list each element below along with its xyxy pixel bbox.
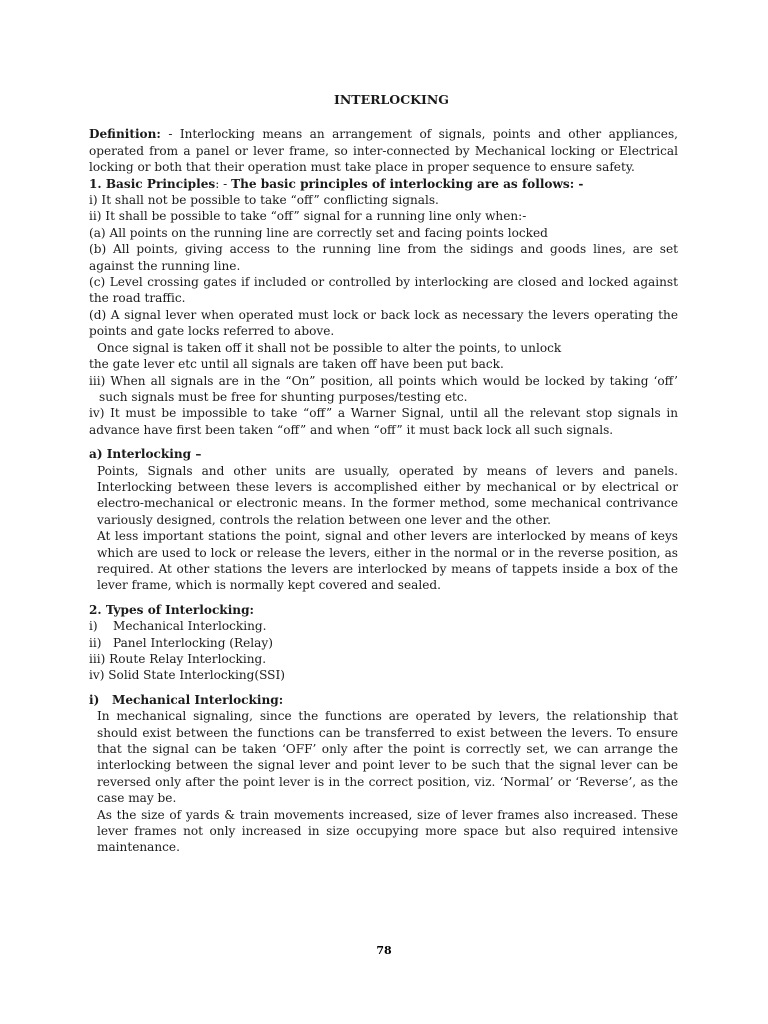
principle-item: (c) Level crossing gates if included or controlled by interlocking are closed and locked against the road traffic. (89, 275, 678, 306)
page-title: INTERLOCKING (334, 92, 449, 107)
mechanical-heading: i) Mechanical Interlocking: (89, 692, 284, 707)
principle-once-line: Once signal is taken off it shall not be possible to alter the points, to unlock (97, 340, 562, 355)
principles-heading-a: 1. Basic Principles (89, 176, 216, 191)
type-item: i) Mechanical Interlocking. (89, 619, 267, 634)
definition-label: Definition: (89, 127, 161, 142)
mechanical-paragraph: In mechanical signaling, since the functions are operated by levers, the relationship that should exist between the functions can be transferred to exist between the levers. To ensure that the signal can be taken ‘OFF’ only after the point is correctly set, we can arrange the interlocking between the signal lever and point lever to be such that the signal lever can be reversed only after the point lever is in the correct position, viz. ‘Normal’ or ‘Reverse’, as the case may be. (97, 709, 678, 806)
page-number: 78 (376, 944, 392, 957)
type-item: iv) Solid State Interlocking(SSI) (89, 668, 285, 683)
principle-item: (b) All points, giving access to the running line from the sidings and goods lines, are set against the running line. (89, 242, 678, 273)
types-heading: 2. Types of Interlocking: (89, 602, 254, 617)
interlocking-a-paragraph: Points, Signals and other units are usually, operated by means of levers and panels. Interlocking between these levers is accomplished either by mechanical or by electrical or electro-mechanical or electronic means. In the former method, some mechanical contrivance variously designed, controls the relation between one lever and the other. (97, 463, 678, 527)
principles-list (89, 192, 678, 438)
principle-item: i) It shall not be possible to take “off” conflicting signals. (89, 193, 439, 208)
type-item: iii) Route Relay Interlocking. (89, 652, 267, 666)
principles-heading-c: The basic principles of interlocking are as follows: - (231, 176, 584, 191)
document-page (89, 88, 678, 856)
types-list (89, 618, 678, 684)
principle-item: iii) When all signals are in the “On” position, all points which would be locked by taking ‘off’ such signals must be free for shunting purposes/testing etc. (89, 373, 678, 404)
principle-once-line: the gate lever etc until all signals are taken off have been put back. (89, 357, 504, 372)
mechanical-paragraph: As the size of yards & train movements increased, size of lever frames also increased. These lever frames not only increased in size occupying more space but also required intensive maintenance. (97, 807, 678, 855)
principle-item: (a) All points on the running line are correctly set and facing points locked (89, 225, 548, 240)
type-item: ii) Panel Interlocking (Relay) (89, 635, 273, 650)
interlocking-a-heading: a) Interlocking – (89, 447, 202, 462)
principles-heading (89, 176, 678, 192)
definition-paragraph (89, 126, 678, 175)
definition-text: - Interlocking means an arrangement of signals, points and other appliances, operated from a panel or lever frame, so inter-connected by Mechanical locking or Electrical locking or both that their operation must take place in proper sequence to ensure safety. (89, 127, 678, 175)
interlocking-a-paragraph: At less important stations the point, signal and other levers are interlocked by means of keys which are used to lock or release the levers, either in the normal or in the reverse position, as required. At other stations the levers are interlocked by means of tappets inside a box of the lever frame, which is normally kept covered and sealed. (97, 529, 678, 593)
principle-item: ii) It shall be possible to take “off” signal for a running line only when:- (89, 209, 527, 224)
principle-item: iv) It must be impossible to take “off” a Warner Signal, until all the relevant stop signals in advance have first been taken “off” and when “off” it must back lock all such signals. (89, 406, 678, 437)
principle-item: (d) A signal lever when operated must lock or back lock as necessary the levers operating the points and gate locks referred to above. (89, 307, 678, 339)
principles-heading-b: : - (215, 176, 232, 191)
